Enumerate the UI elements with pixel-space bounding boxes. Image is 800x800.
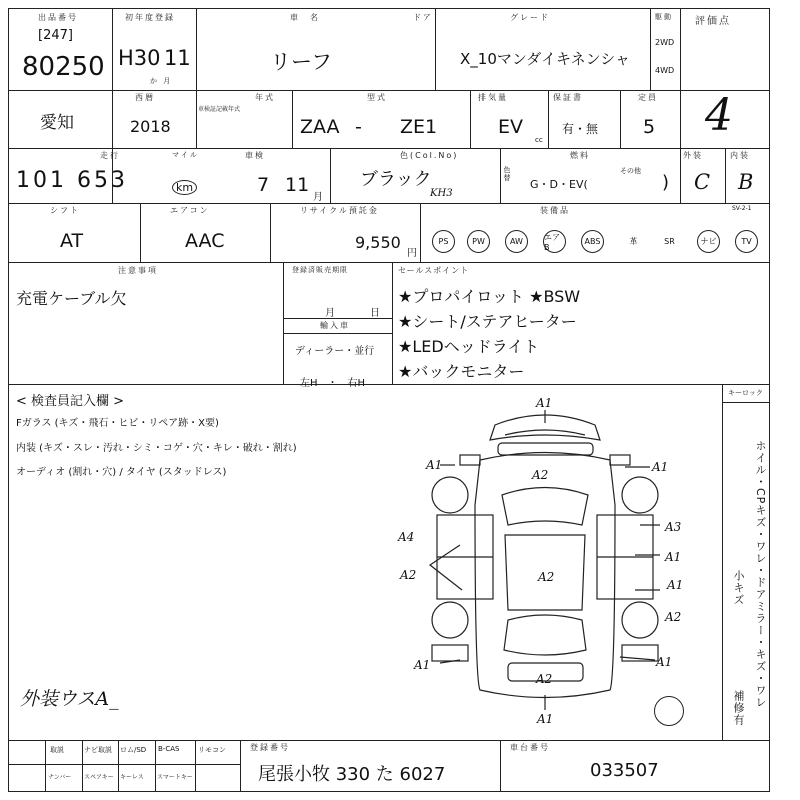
score: 4	[705, 90, 733, 141]
year-note: 車検証記載年式	[198, 106, 241, 113]
inspection-month: 7	[257, 174, 270, 196]
mark-front-right: A1	[652, 460, 669, 474]
mark-rear-right: A1	[656, 655, 673, 669]
grade-label: グレード	[510, 13, 550, 22]
inspection-line-3: オーディオ (割れ・穴) / タイヤ (スタッドレス)	[16, 467, 227, 478]
color-change-label: 色替	[503, 166, 511, 182]
steering-options: 左H ・ 右H	[300, 378, 366, 389]
equipment-label: 装備品	[540, 206, 570, 215]
month-unit: か 月	[150, 77, 173, 85]
equipment-item: ABS	[581, 230, 604, 253]
caution-note: 充電ケーブル欠	[16, 289, 127, 308]
sales-point-2: ★シート/ステアヒーター	[398, 312, 577, 331]
sales-points-label: セールスポイント	[398, 266, 470, 275]
mark-hood: A2	[532, 468, 549, 482]
equipment-item: SR	[664, 237, 675, 246]
equipment-item: PS	[432, 230, 455, 253]
footer-item-spare-key: スペアキー	[84, 774, 114, 781]
plate-number: 尾張小牧 330 た 6027	[258, 764, 446, 785]
caution-label: 注意事項	[118, 266, 158, 275]
footer-item-bcas: B-CAS	[158, 745, 180, 753]
first-reg-month: 11	[164, 46, 191, 70]
equipment-item: 革	[629, 237, 638, 246]
warranty-label: 保証書	[553, 93, 583, 102]
interior-grade: B	[738, 170, 754, 194]
drive-label: 駆動	[655, 13, 673, 21]
equipment-item: TV	[735, 230, 758, 253]
side-note-small: 小キズ	[732, 570, 745, 606]
mark-front-left: A1	[426, 458, 443, 472]
handwritten-note: 外装ウスA_	[20, 688, 119, 710]
footer-item-rom: ロム/SD	[120, 746, 147, 754]
capacity-label: 定員	[638, 93, 658, 102]
key-lock-label: キーロック	[728, 389, 763, 397]
mileage-label: 走行	[100, 151, 120, 160]
mileage-unit: km	[172, 180, 197, 195]
fuel-close: )	[662, 172, 670, 193]
interior-label: 内装	[730, 151, 750, 160]
grade: X_10マンダイキネンシャ	[460, 50, 630, 68]
lot-label: 出品番号	[38, 13, 78, 22]
footer-item-plate: ナンバー	[48, 774, 72, 781]
side-note: ホイル・CPキズ・ワレ・ドアミラー・キズ・ワレ	[754, 440, 767, 709]
sales-point-3: ★LEDヘッドライト	[398, 337, 540, 356]
mark-left-front: A4	[398, 530, 415, 544]
recycle-label: リサイクル預託金	[300, 206, 379, 215]
mark-right-door-rear: A1	[667, 578, 684, 592]
inspection-label: 車検	[245, 151, 265, 160]
ac-label: エアコン	[170, 206, 210, 215]
fuel-other-label: その他	[620, 167, 641, 175]
mark-rear-left: A1	[414, 658, 431, 672]
lot-sub: [247]	[38, 28, 73, 43]
shift-label: シフト	[50, 206, 80, 215]
inspection-unit: 月	[313, 192, 323, 203]
inspection-title: < 検査員記入欄 >	[16, 394, 125, 409]
fuel-options: G・D・EV(	[530, 178, 588, 191]
exterior-label: 外装	[683, 151, 703, 160]
mark-roof-front: A1	[536, 396, 553, 410]
cc-unit: cc	[535, 136, 543, 144]
model-year: 2018	[130, 117, 171, 136]
footer-item-keyless: キーレス	[120, 774, 144, 781]
equipment-item: PW	[467, 230, 490, 253]
model-code: ZE1	[400, 116, 438, 138]
car-name: リーフ	[270, 50, 332, 74]
mileage: 101 653	[16, 168, 128, 193]
footer-item-nav-manual: ナビ取説	[84, 746, 112, 754]
fuel-label: 燃料	[570, 151, 590, 160]
color-label: 色(Col.No)	[400, 151, 459, 160]
equipment-item: ナビ	[697, 230, 720, 253]
inspection-day: 11	[285, 174, 310, 196]
chassis-number: 033507	[590, 760, 659, 781]
mark-right-quarter: A2	[665, 610, 682, 624]
equipment-item: AW	[505, 230, 528, 253]
ac: AAC	[185, 230, 225, 252]
recycle-amount: 9,550	[355, 233, 401, 252]
lot-number: 80250	[22, 52, 105, 82]
plate-label: 登録番号	[250, 743, 290, 752]
footer-item-smart-key: スマートキー	[157, 774, 193, 781]
mark-roof: A2	[538, 570, 555, 584]
year-small-label: 年式	[255, 93, 275, 102]
inspection-line-2: 内装 (キズ・スレ・汚れ・シミ・コゲ・穴・キレ・破れ・割れ)	[16, 443, 297, 454]
mark-right-door-front: A1	[665, 550, 682, 564]
capacity: 5	[643, 116, 656, 138]
color-code: KH3	[430, 188, 453, 199]
door-label: ドア	[413, 13, 433, 22]
warranty: 有・無	[562, 122, 599, 136]
inspection-line-1: Fガラス (キズ・飛石・ヒビ・リペア跡・X要)	[16, 418, 219, 429]
car-name-label: 車 名	[290, 13, 320, 22]
model-prefix: ZAA	[300, 116, 340, 138]
mark-right-fender: A3	[665, 520, 682, 534]
displacement-label: 排気量	[478, 93, 508, 102]
drive-2wd: 2WD	[655, 38, 675, 47]
mark-rear-bumper: A1	[537, 712, 554, 726]
first-reg-year: H30	[118, 46, 161, 70]
side-note-repair: 補修有	[732, 690, 745, 726]
equipment-item: エアB	[543, 230, 566, 253]
sale-date-month: 月	[325, 308, 335, 319]
equipment-code: SV-2-1	[732, 205, 752, 212]
sale-date-label: 登録済販売期限	[292, 266, 348, 274]
year-label: 西暦	[135, 93, 155, 102]
score-label: 評価点	[695, 16, 731, 27]
first-reg-label: 初年度登録	[125, 13, 175, 22]
sale-date-day: 日	[370, 308, 380, 319]
mileage-unit-label: マイル	[172, 151, 199, 159]
dealer-options: ディーラー・並行	[295, 346, 375, 357]
footer-item-manual: 取説	[50, 746, 64, 754]
sales-point-4: ★バックモニター	[398, 362, 525, 381]
region-plate: 愛知	[40, 113, 74, 133]
model-dash: -	[355, 116, 362, 138]
mark-trunk: A2	[536, 672, 553, 686]
mark-left-door: A2	[400, 568, 417, 582]
color: ブラック	[360, 169, 432, 190]
drive-4wd: 4WD	[655, 66, 675, 75]
footer-item-remote: リモコン	[198, 746, 226, 754]
import-label: 輸入車	[320, 321, 350, 330]
sales-point-1: ★プロパイロット ★BSW	[398, 287, 581, 306]
displacement: EV	[498, 116, 524, 138]
chassis-label: 車台番号	[510, 743, 550, 752]
exterior-grade: C	[694, 170, 711, 194]
yen-unit: 円	[407, 248, 417, 259]
shift: AT	[60, 230, 84, 252]
model-label: 型式	[367, 93, 387, 102]
